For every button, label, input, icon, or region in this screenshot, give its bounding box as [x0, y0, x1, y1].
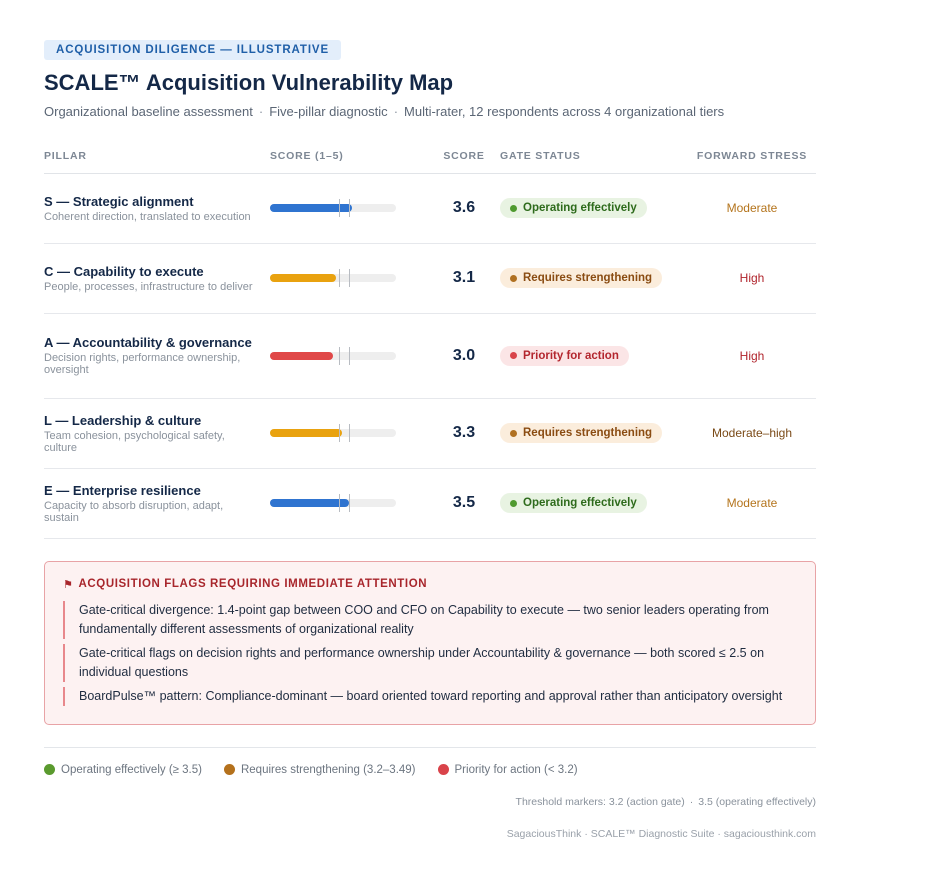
pillar-cell — [44, 398, 270, 468]
status-badge — [500, 493, 647, 513]
col-header-score-bar: SCORE (1–5) — [270, 139, 428, 173]
action-gate-marker — [339, 347, 340, 365]
report-container — [44, 40, 816, 840]
pillar-description: Decision rights, performance ownership, oversight — [44, 352, 241, 376]
col-header-gate-status: GATE STATUS — [500, 139, 688, 173]
table-row — [44, 243, 816, 313]
page-footer: SagaciousThink · SCALE™ Diagnostic Suite · sagaciousthink.com — [506, 827, 816, 840]
col-header-score: SCORE — [428, 139, 500, 173]
subtitle-part: Multi-rater, 12 respondents across 4 organizational tiers — [404, 104, 725, 119]
pillar-cell — [44, 243, 270, 313]
gate-status-cell — [500, 313, 688, 398]
threshold-operating: 3.5 (operating effectively) — [698, 795, 816, 808]
status-badge — [500, 423, 662, 443]
status-label: Operating effectively — [523, 497, 637, 509]
legend-label: Operating effectively (≥ 3.5) — [61, 763, 202, 776]
gate-status-cell — [500, 243, 688, 313]
score-bar-fill — [270, 429, 342, 437]
threshold-note — [44, 796, 816, 808]
score-bar-fill — [270, 352, 333, 360]
pillar-name: A — Accountability & governance — [44, 335, 252, 350]
flags-list — [63, 601, 797, 706]
score-bar-track — [270, 429, 396, 437]
status-dot — [510, 500, 517, 507]
score-bar-fill — [270, 274, 336, 282]
subtitle-part: Five-pillar diagnostic — [269, 104, 388, 119]
score-bar-cell — [270, 468, 428, 538]
gate-status-cell — [500, 173, 688, 243]
score-bar-cell — [270, 313, 428, 398]
acquisition-flags-panel — [44, 561, 816, 725]
page-subtitle — [44, 104, 816, 120]
status-dot — [510, 352, 517, 359]
score-bar-cell — [270, 243, 428, 313]
forward-stress-value: High — [688, 313, 816, 398]
legend-item-priority — [438, 764, 578, 776]
status-label: Requires strengthening — [523, 427, 653, 439]
pillar-table — [44, 139, 816, 539]
table-body — [44, 173, 816, 538]
flag-item: Gate-critical flags on decision rights and performance ownership under Accountability & governance — both scored ≤ 2.5 on individual questions — [63, 644, 797, 682]
operating-gate-marker — [349, 347, 350, 365]
col-header-pillar: PILLAR — [44, 139, 270, 173]
pillar-description: Capacity to absorb disruption, adapt, sustain — [44, 499, 224, 524]
pillar-name: L — Leadership & culture — [44, 412, 202, 428]
score-value: 3.3 — [428, 398, 500, 468]
forward-stress-value: High — [688, 243, 816, 313]
table-header-row — [44, 139, 816, 173]
table-row — [44, 398, 816, 468]
status-badge — [500, 268, 662, 288]
pillar-name: E — Enterprise resilience — [44, 482, 201, 498]
score-bar-track — [270, 204, 396, 212]
forward-stress-value: Moderate — [688, 468, 816, 538]
status-dot — [510, 275, 517, 282]
flag-item: BoardPulse™ pattern: Compliance-dominant — board oriented toward reporting and approval rather than anticipatory oversight — [63, 687, 797, 706]
gate-status-cell — [500, 398, 688, 468]
subtitle-separator: · — [393, 104, 399, 119]
legend-item-strengthening — [224, 764, 416, 776]
subtitle-part: Organizational baseline assessment — [44, 104, 253, 119]
score-value: 3.5 — [428, 468, 500, 538]
table-row — [44, 173, 816, 243]
action-gate-marker — [339, 199, 340, 217]
pillar-cell — [44, 468, 270, 538]
legend-dot-red — [438, 764, 449, 775]
pillar-cell — [44, 173, 270, 243]
status-label: Operating effectively — [523, 202, 637, 214]
status-label: Requires strengthening — [523, 272, 653, 284]
threshold-action: Threshold markers: 3.2 (action gate) — [515, 795, 685, 808]
score-bar-fill — [270, 499, 349, 507]
score-bar-track — [270, 274, 396, 282]
category-tag: ACQUISITION DILIGENCE — ILLUSTRATIVE — [44, 40, 341, 60]
legend-label: Requires strengthening (3.2–3.49) — [240, 763, 416, 776]
flag-icon: ⚑ — [63, 578, 74, 591]
pillar-description: People, processes, infrastructure to deliver — [44, 280, 253, 293]
legend-dot-green — [44, 764, 55, 775]
pillar-description: Team cohesion, psychological safety, culture — [44, 429, 225, 454]
threshold-separator: · — [689, 795, 694, 808]
status-label: Priority for action — [523, 349, 619, 362]
flag-item: Gate-critical divergence: 1.4-point gap between COO and CFO on Capability to execute — two senior leaders operating from fundamentally different assessments of organizational reality — [63, 601, 797, 639]
score-bar-track — [270, 352, 396, 360]
pillar-name: C — Capability to execute — [44, 263, 204, 279]
status-dot — [510, 205, 517, 212]
score-value: 3.1 — [428, 243, 500, 313]
flags-title: ACQUISITION FLAGS REQUIRING IMMEDIATE ATTENTION — [78, 578, 428, 590]
score-bar-track — [270, 499, 396, 507]
pillar-name: S — Strategic alignment — [44, 193, 194, 209]
operating-gate-marker — [349, 424, 350, 442]
action-gate-marker — [339, 494, 340, 512]
score-bar-cell — [270, 398, 428, 468]
col-header-forward-stress: FORWARD STRESS — [688, 139, 816, 173]
pillar-description: Coherent direction, translated to execution — [44, 210, 251, 223]
legend-label: Priority for action (< 3.2) — [454, 763, 578, 776]
action-gate-marker — [339, 424, 340, 442]
operating-gate-marker — [349, 494, 350, 512]
score-value: 3.6 — [428, 173, 500, 243]
status-legend — [44, 747, 816, 776]
score-bar-cell — [270, 173, 428, 243]
pillar-cell — [44, 313, 270, 398]
subtitle-separator: · — [258, 104, 264, 119]
legend-dot-amber — [224, 764, 235, 775]
score-value: 3.0 — [428, 313, 500, 398]
action-gate-marker — [339, 269, 340, 287]
status-dot — [510, 430, 517, 437]
page-title: SCALE™ Acquisition Vulnerability Map — [44, 70, 454, 95]
operating-gate-marker — [349, 199, 350, 217]
table-row — [44, 468, 816, 538]
operating-gate-marker — [349, 269, 350, 287]
table-row — [44, 313, 816, 398]
gate-status-cell — [500, 468, 688, 538]
legend-item-operating — [44, 764, 202, 776]
status-badge — [500, 346, 629, 366]
forward-stress-value: Moderate–high — [688, 398, 816, 468]
forward-stress-value: Moderate — [688, 173, 816, 243]
status-badge — [500, 198, 647, 218]
flags-heading — [63, 578, 797, 591]
